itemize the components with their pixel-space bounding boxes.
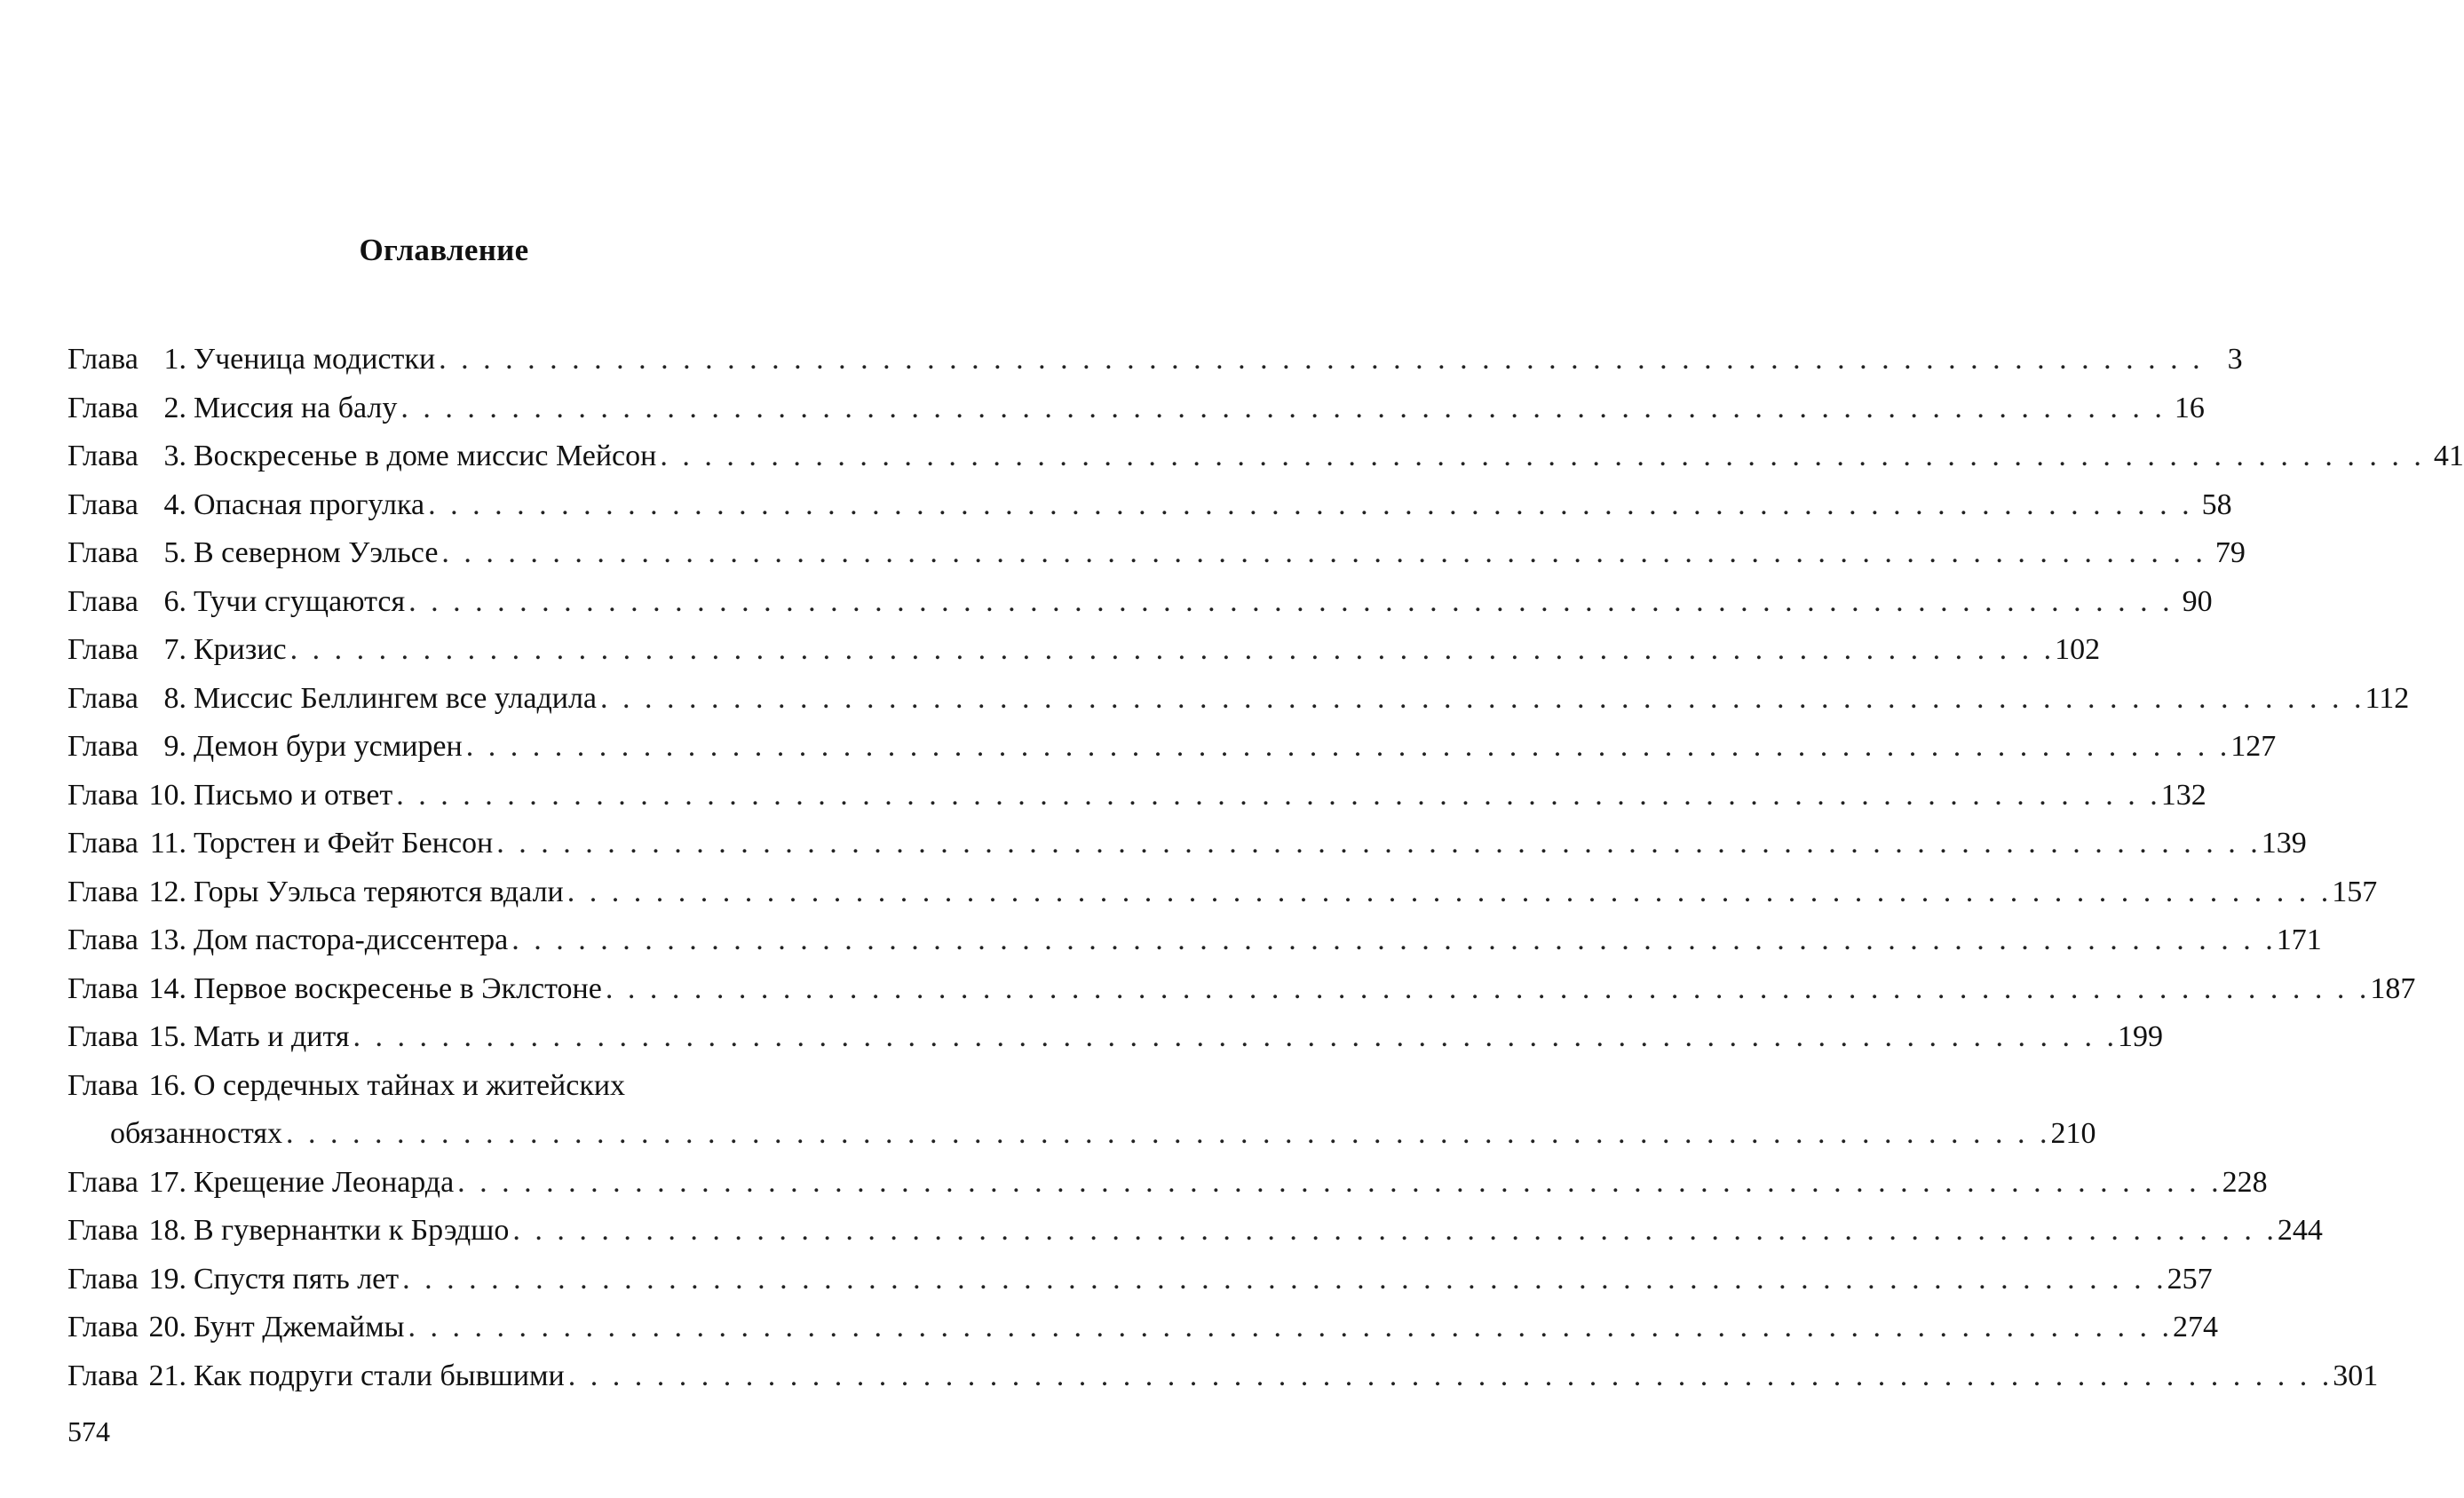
toc-entry-line: [67, 1062, 849, 1111]
chapter-title: Миссис Беллингем все уладила: [194, 681, 598, 715]
chapter-page: 157: [2332, 875, 2378, 908]
chapter-page: 171: [2276, 923, 2322, 956]
toc-entry: [67, 1207, 2323, 1256]
chapter-number: 9.: [163, 730, 186, 763]
chapter-prefix: Глава: [67, 1359, 139, 1392]
dot-leader: [466, 723, 2228, 772]
dot-leader: [457, 1159, 2219, 1208]
chapter-title: Мать и дитя: [194, 1020, 350, 1053]
dot-leader: [511, 916, 2273, 965]
chapter-prefix: Глава: [67, 875, 139, 908]
chapter-title: Кризис: [194, 633, 287, 666]
toc-heading: Оглавление: [359, 233, 529, 267]
chapter-number: 4.: [163, 487, 186, 521]
chapter-prefix: Глава: [67, 440, 139, 472]
chapter-page: 127: [2230, 730, 2277, 763]
chapter-prefix: Глава: [67, 487, 139, 521]
chapter-page: 79: [2214, 536, 2246, 569]
page-number: 574: [67, 1415, 110, 1447]
toc-entry: [67, 1159, 2268, 1208]
dot-leader: [439, 336, 2200, 384]
chapter-number: 21.: [148, 1359, 186, 1392]
chapter-prefix: Глава: [67, 1311, 139, 1343]
dot-leader: [568, 1352, 2330, 1401]
dot-leader: [408, 1304, 2170, 1352]
dot-leader: [567, 868, 2329, 917]
chapter-prefix: Глава: [67, 633, 139, 666]
chapter-page: 132: [2160, 778, 2207, 812]
dot-leader: [512, 1207, 2274, 1256]
chapter-number: 19.: [148, 1262, 186, 1296]
toc-entry-line: [67, 1110, 2096, 1159]
chapter-title: Ученица модистки: [194, 343, 436, 376]
chapter-page: 112: [2365, 681, 2410, 715]
dot-leader: [606, 965, 2367, 1014]
chapter-title: Первое воскресенье в Эклстоне: [194, 971, 602, 1005]
chapter-title: В гувернантки к Брэдшо: [194, 1214, 510, 1247]
chapter-title: Дом пастора-диссентера: [194, 923, 509, 956]
toc-entry: [67, 336, 2243, 384]
chapter-title: Спустя пять лет: [194, 1262, 400, 1296]
chapter-title: Как подруги стали бывшими: [194, 1359, 565, 1392]
chapter-prefix: Глава: [67, 1020, 139, 1053]
chapter-title: Опасная прогулка: [194, 487, 425, 521]
dot-leader: [396, 772, 2158, 820]
chapter-page: 301: [2333, 1359, 2379, 1392]
chapter-number: 17.: [148, 1165, 186, 1199]
table-of-contents: [67, 336, 2464, 1400]
chapter-number: 7.: [163, 633, 186, 666]
chapter-page: 187: [2370, 971, 2416, 1005]
chapter-number: 8.: [163, 681, 186, 715]
toc-entry: [67, 578, 2213, 627]
chapter-number: 1.: [163, 343, 186, 376]
chapter-prefix: Глава: [67, 1262, 139, 1296]
chapter-prefix: Глава: [67, 778, 139, 812]
chapter-number: 18.: [148, 1214, 186, 1247]
toc-entry: [67, 772, 2207, 820]
chapter-number: 5.: [163, 536, 186, 569]
chapter-prefix: Глава: [67, 536, 139, 569]
dot-leader: [408, 578, 2170, 627]
chapter-title: О сердечных тайнах и житейских: [194, 1068, 626, 1102]
chapter-title: В северном Уэльсе: [194, 536, 439, 569]
chapter-prefix: Глава: [67, 343, 139, 376]
toc-entry: [67, 723, 2277, 772]
dot-leader: [428, 481, 2190, 530]
dot-leader: [496, 820, 2258, 868]
chapter-page: 228: [2222, 1165, 2268, 1199]
chapter-prefix: Глава: [67, 827, 139, 860]
toc-entry: [67, 916, 2322, 965]
chapter-number: 3.: [163, 440, 186, 472]
chapter-number: 11.: [149, 827, 186, 860]
dot-leader: [600, 675, 2362, 724]
chapter-number: 13.: [148, 923, 186, 956]
chapter-page: 210: [2050, 1117, 2096, 1150]
chapter-number: 2.: [163, 391, 186, 424]
dot-leader: [660, 432, 2421, 481]
chapter-title: Торстен и Фейт Бенсон: [194, 827, 494, 860]
chapter-prefix: Глава: [67, 1165, 139, 1199]
chapter-page: 90: [2182, 584, 2213, 618]
chapter-title: Крещение Леонарда: [194, 1165, 455, 1199]
chapter-page: 41: [2433, 440, 2464, 472]
chapter-title: Демон бури усмирен: [194, 730, 463, 763]
toc-entry: [67, 626, 2101, 675]
chapter-page: 16: [2174, 391, 2205, 424]
chapter-prefix: Глава: [67, 681, 139, 715]
chapter-page: 274: [2173, 1311, 2218, 1343]
dot-leader: [353, 1013, 2115, 1062]
chapter-number: 6.: [163, 584, 186, 618]
chapter-page: 257: [2167, 1262, 2213, 1296]
chapter-prefix: Глава: [67, 971, 139, 1005]
chapter-page: 139: [2261, 827, 2307, 860]
chapter-prefix: Глава: [67, 730, 139, 763]
chapter-number: 15.: [148, 1020, 186, 1053]
chapter-number: 10.: [148, 778, 186, 812]
chapter-title: Горы Уэльса теряются вдали: [194, 875, 564, 908]
chapter-title: Тучи сгущаются: [194, 584, 406, 618]
chapter-title-continued: обязанностях: [110, 1117, 282, 1150]
chapter-prefix: Глава: [67, 923, 139, 956]
toc-entry: [67, 1062, 2096, 1159]
chapter-number: 12.: [148, 875, 186, 908]
toc-entry: [67, 529, 2246, 578]
chapter-page: 102: [2055, 633, 2101, 666]
chapter-number: 20.: [148, 1311, 186, 1343]
chapter-title: Письмо и ответ: [194, 778, 393, 812]
toc-entry: [67, 1304, 2218, 1352]
dot-leader: [400, 384, 2162, 433]
chapter-prefix: Глава: [67, 584, 139, 618]
toc-entry: [67, 1256, 2213, 1304]
toc-entry: [67, 481, 2232, 530]
chapter-title: Воскресенье в доме миссис Мейсон: [194, 440, 657, 472]
dot-leader: [441, 529, 2203, 578]
chapter-number: 14.: [148, 971, 186, 1005]
toc-entry: [67, 820, 2307, 868]
toc-entry: [67, 384, 2205, 433]
chapter-prefix: Глава: [67, 391, 139, 424]
chapter-title: Бунт Джемаймы: [194, 1311, 405, 1343]
chapter-page: 3: [2227, 343, 2243, 376]
dot-leader: [402, 1256, 2164, 1304]
toc-entry: [67, 868, 2378, 917]
dot-leader: [286, 1110, 2048, 1159]
chapter-page: 199: [2118, 1020, 2164, 1053]
chapter-page: 244: [2277, 1214, 2323, 1247]
toc-entry: [67, 432, 2464, 481]
chapter-title: Миссия на балу: [194, 391, 398, 424]
toc-entry: [67, 965, 2416, 1014]
chapter-page: 58: [2201, 487, 2232, 521]
chapter-prefix: Глава: [67, 1214, 139, 1247]
chapter-number: 16.: [148, 1068, 186, 1102]
toc-entry: [67, 1013, 2164, 1062]
toc-entry: [67, 1352, 2379, 1401]
dot-leader: [290, 626, 2052, 675]
toc-entry: [67, 675, 2410, 724]
chapter-prefix: Глава: [67, 1068, 139, 1102]
